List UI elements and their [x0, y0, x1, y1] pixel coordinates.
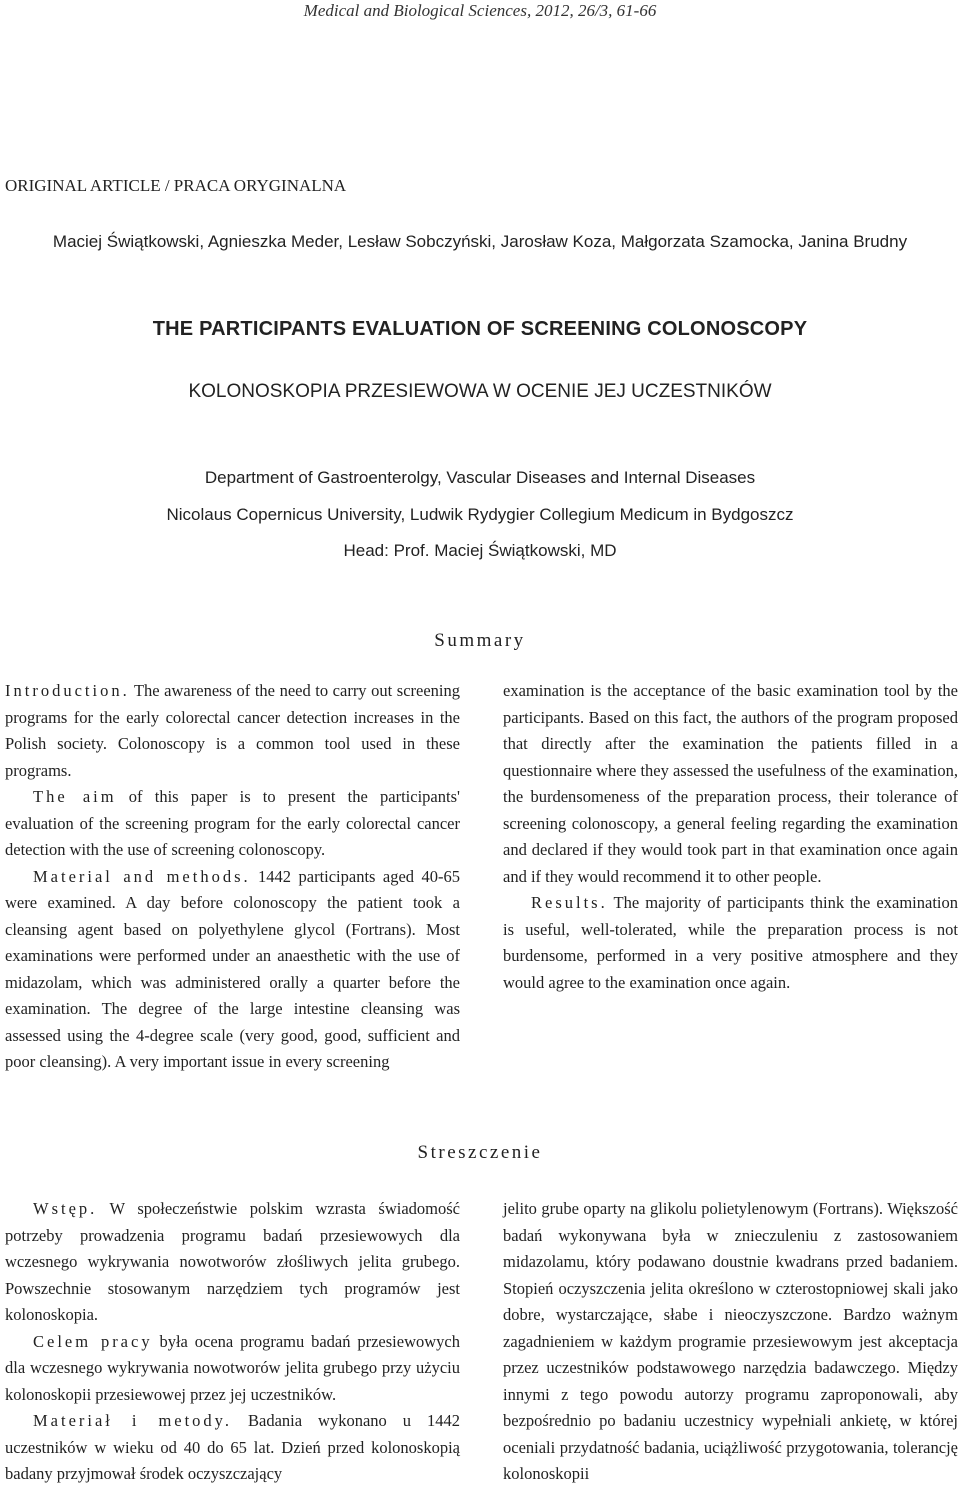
- methods-label: Material and methods.: [33, 866, 251, 886]
- affiliation-department: Department of Gastroenterolgy, Vascular Diseases and Internal Diseases: [204, 468, 756, 487]
- summary-introduction: [5, 678, 460, 784]
- aim-label: The aim: [33, 787, 117, 806]
- introduction-label: Introduction.: [5, 681, 130, 700]
- streszczenie-metody-continued: jelito grube oparty na glikolu polietylenowym (Fortrans). Większość badań wykonywana była w znieczuleniu z zastosowaniem midazolamu, który podawano doustnie kwadrans przed badaniem. Stopień oczyszczenia jelita określono w czterostopniowej skali jako dobre, wystarczające, słabe i nieoczyszczone. Bardzo ważnym zagadnieniem w każdym programie przesiewowym jest akceptacja przez uczestników podstawowego narzędzia badawczego. Między innymi z tego powodu autorzy programu zaproponowali, aby bezpośrednio po badaniu uczestnicy wypełniali ankietę, w której oceniali przydatność badania, uciążliwość przygotowania, tolerancję kolonoskopii: [503, 1199, 958, 1483]
- summary-column-left: [5, 678, 460, 1076]
- streszczenie-column-left: [5, 1196, 460, 1488]
- results-label: Results.: [531, 893, 608, 912]
- title-polish: KOLONOSKOPIA PRZESIEWOWA W OCENIE JEJ UCZESTNIKÓW: [188, 381, 772, 402]
- summary-aim: [5, 784, 460, 864]
- title-english: THE PARTICIPANTS EVALUATION OF SCREENING COLONOSCOPY: [152, 318, 808, 340]
- affiliation-head: Head: Prof. Maciej Świątkowski, MD: [343, 541, 617, 560]
- summary-heading: Summary: [434, 630, 526, 651]
- cel-label: Celem pracy: [33, 1331, 153, 1351]
- cel-text: była ocena programu badań przesiewowych dla wczesnego wykrywania nowotworów jelita grubego przy użyciu kolonoskopii przesiewowej przez jej uczestników.: [5, 1331, 460, 1404]
- summary-results: [503, 890, 958, 996]
- aim-text: of this paper is to present the participants' evaluation of the screening program for the early colorectal cancer detection with the use of screening colonoscopy.: [5, 787, 460, 859]
- author-list: Maciej Świątkowski, Agnieszka Meder, Lesław Sobczyński, Jarosław Koza, Małgorzata Szamocka, Janina Brudny: [52, 232, 908, 251]
- results-text: The majority of participants think the examination is useful, well-tolerated, while the preparation process is not burdensome, performed in a very positive atmosphere and they would agree to the examination once again.: [503, 893, 958, 992]
- summary-methods: [5, 864, 460, 1076]
- affiliation-university: Nicolaus Copernicus University, Ludwik Rydygier Collegium Medicum in Bydgoszcz: [166, 505, 794, 524]
- streszczenie-heading: Streszczenie: [417, 1142, 543, 1163]
- streszczenie-metody: [5, 1408, 460, 1488]
- streszczenie-column-right: [503, 1196, 958, 1488]
- summary-methods-continued: examination is the acceptance of the basic examination tool by the participants. Based on this fact, the authors of the program proposed that directly after the examination the patients filled in a questionnaire where they assessed the usefulness of the examination, the burdensomeness of the preparation process, their tolerance of screening colonoscopy, a general feeling regarding the examination and declared if they would took part in that examination once again and if they would recommend it to other people.: [503, 681, 958, 886]
- metody-label: Materiał i metody.: [33, 1411, 232, 1430]
- wstep-text: W społeczeństwie polskim wzrasta świadomość potrzeby prowadzenia programu badań przesiewowych dla wczesnego wykrywania nowotworów złośliwych jelita grubego. Powszechnie stosowanym narzędziem tych programów jest kolonoskopia.: [5, 1199, 460, 1324]
- metody-text: Badania wykonano u 1442 uczestników w wieku od 40 do 65 lat. Dzień przed kolonoskopią badany przyjmował środek oczyszczający: [5, 1411, 460, 1483]
- journal-citation: Medical and Biological Sciences, 2012, 26/3, 61-66: [303, 1, 657, 20]
- introduction-text: The awareness of the need to carry out screening programs for the early colorectal cancer detection increases in the Polish society. Colonoscopy is a common tool used in these programs.: [5, 681, 460, 780]
- streszczenie-cel: [5, 1329, 460, 1409]
- summary-column-right: [503, 678, 958, 996]
- streszczenie-wstep: [5, 1196, 460, 1329]
- wstep-label: Wstęp.: [33, 1199, 98, 1218]
- methods-text: 1442 participants aged 40-65 were examined. A day before colonoscopy the patient took a cleansing agent based on polyethylene glycol (Fortrans). Most examinations were performed under an anaesthetic with the use of midazolam, which was administered orally a quarter before the examination. The degree of the large intestine cleansing was assessed using the 4-degree scale (very good, good, sufficient and poor cleansing). A very important issue in every screening: [5, 866, 460, 1071]
- article-type: ORIGINAL ARTICLE / PRACA ORYGINALNA: [5, 176, 347, 195]
